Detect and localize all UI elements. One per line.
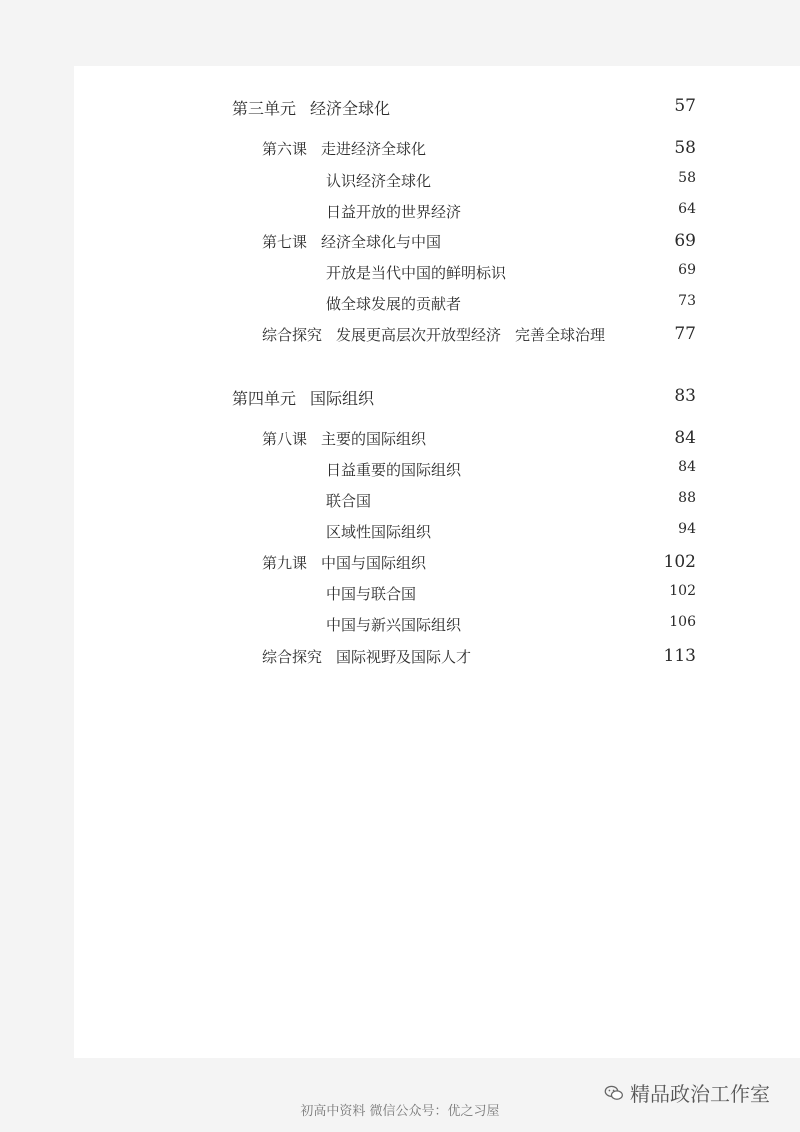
section-title: 中国与新兴国际组织 (326, 616, 462, 634)
exploration-label: 综合探究 (262, 326, 323, 344)
unit-title: 经济全球化 (310, 99, 391, 118)
toc-section (74, 293, 800, 317)
section-title: 做全球发展的贡献者 (326, 295, 462, 313)
toc-lesson-8 (74, 428, 800, 452)
footer-note: 初高中资料 微信公众号：优之习屋 (300, 1104, 500, 1119)
lesson-title: 主要的国际组织 (321, 430, 427, 448)
exploration-title: 发展更高层次开放型经济 (336, 326, 502, 344)
exploration-title-2: 完善全球治理 (515, 326, 606, 344)
unit-label: 第四单元 (232, 389, 297, 408)
unit-title: 国际组织 (310, 389, 375, 408)
lesson-title: 经济全球化与中国 (321, 233, 442, 251)
toc-page (74, 66, 800, 1058)
page-number: 77 (674, 324, 696, 344)
section-title: 联合国 (326, 492, 372, 510)
page-number: 58 (674, 138, 696, 158)
section-title: 区域性国际组织 (326, 523, 432, 541)
lesson-label: 第六课 (262, 140, 308, 158)
unit-label: 第三单元 (232, 99, 297, 118)
toc-section (74, 521, 800, 545)
lesson-title: 中国与国际组织 (321, 554, 427, 572)
toc-lesson-7 (74, 231, 800, 255)
section-title: 认识经济全球化 (326, 172, 432, 190)
toc-section (74, 614, 800, 638)
page-number: 64 (678, 201, 696, 217)
toc-section (74, 262, 800, 286)
page-number: 113 (663, 646, 696, 666)
toc-unit-4 (74, 386, 800, 410)
toc-exploration-4 (74, 646, 800, 670)
lesson-label: 第九课 (262, 554, 308, 572)
toc-unit-3 (74, 96, 800, 120)
toc-lesson-9 (74, 552, 800, 576)
lesson-label: 第八课 (262, 430, 308, 448)
section-title: 日益开放的世界经济 (326, 203, 462, 221)
lesson-title: 走进经济全球化 (321, 140, 427, 158)
page-number: 73 (678, 293, 696, 309)
section-title: 开放是当代中国的鲜明标识 (326, 264, 507, 282)
page-number: 88 (678, 490, 696, 506)
toc-section (74, 201, 800, 225)
page-number: 84 (674, 428, 696, 448)
page-number: 106 (669, 614, 696, 630)
page-number: 69 (678, 262, 696, 278)
page-number: 102 (669, 583, 696, 599)
lesson-label: 第七课 (262, 233, 308, 251)
toc-exploration-3 (74, 324, 800, 348)
toc-section (74, 459, 800, 483)
page-number: 58 (678, 170, 696, 186)
exploration-label: 综合探究 (262, 648, 323, 666)
page-number: 83 (674, 386, 696, 406)
toc-section (74, 170, 800, 194)
page-number: 69 (674, 231, 696, 251)
section-title: 日益重要的国际组织 (326, 461, 462, 479)
toc-section (74, 583, 800, 607)
toc-lesson-6 (74, 138, 800, 162)
exploration-title: 国际视野及国际人才 (336, 648, 472, 666)
page-number: 84 (678, 459, 696, 475)
page-number: 57 (674, 96, 696, 116)
section-title: 中国与联合国 (326, 585, 417, 603)
page-number: 102 (663, 552, 696, 572)
toc-section (74, 490, 800, 514)
watermark-text: 精品政治工作室 (630, 1082, 770, 1106)
page-number: 94 (678, 521, 696, 537)
